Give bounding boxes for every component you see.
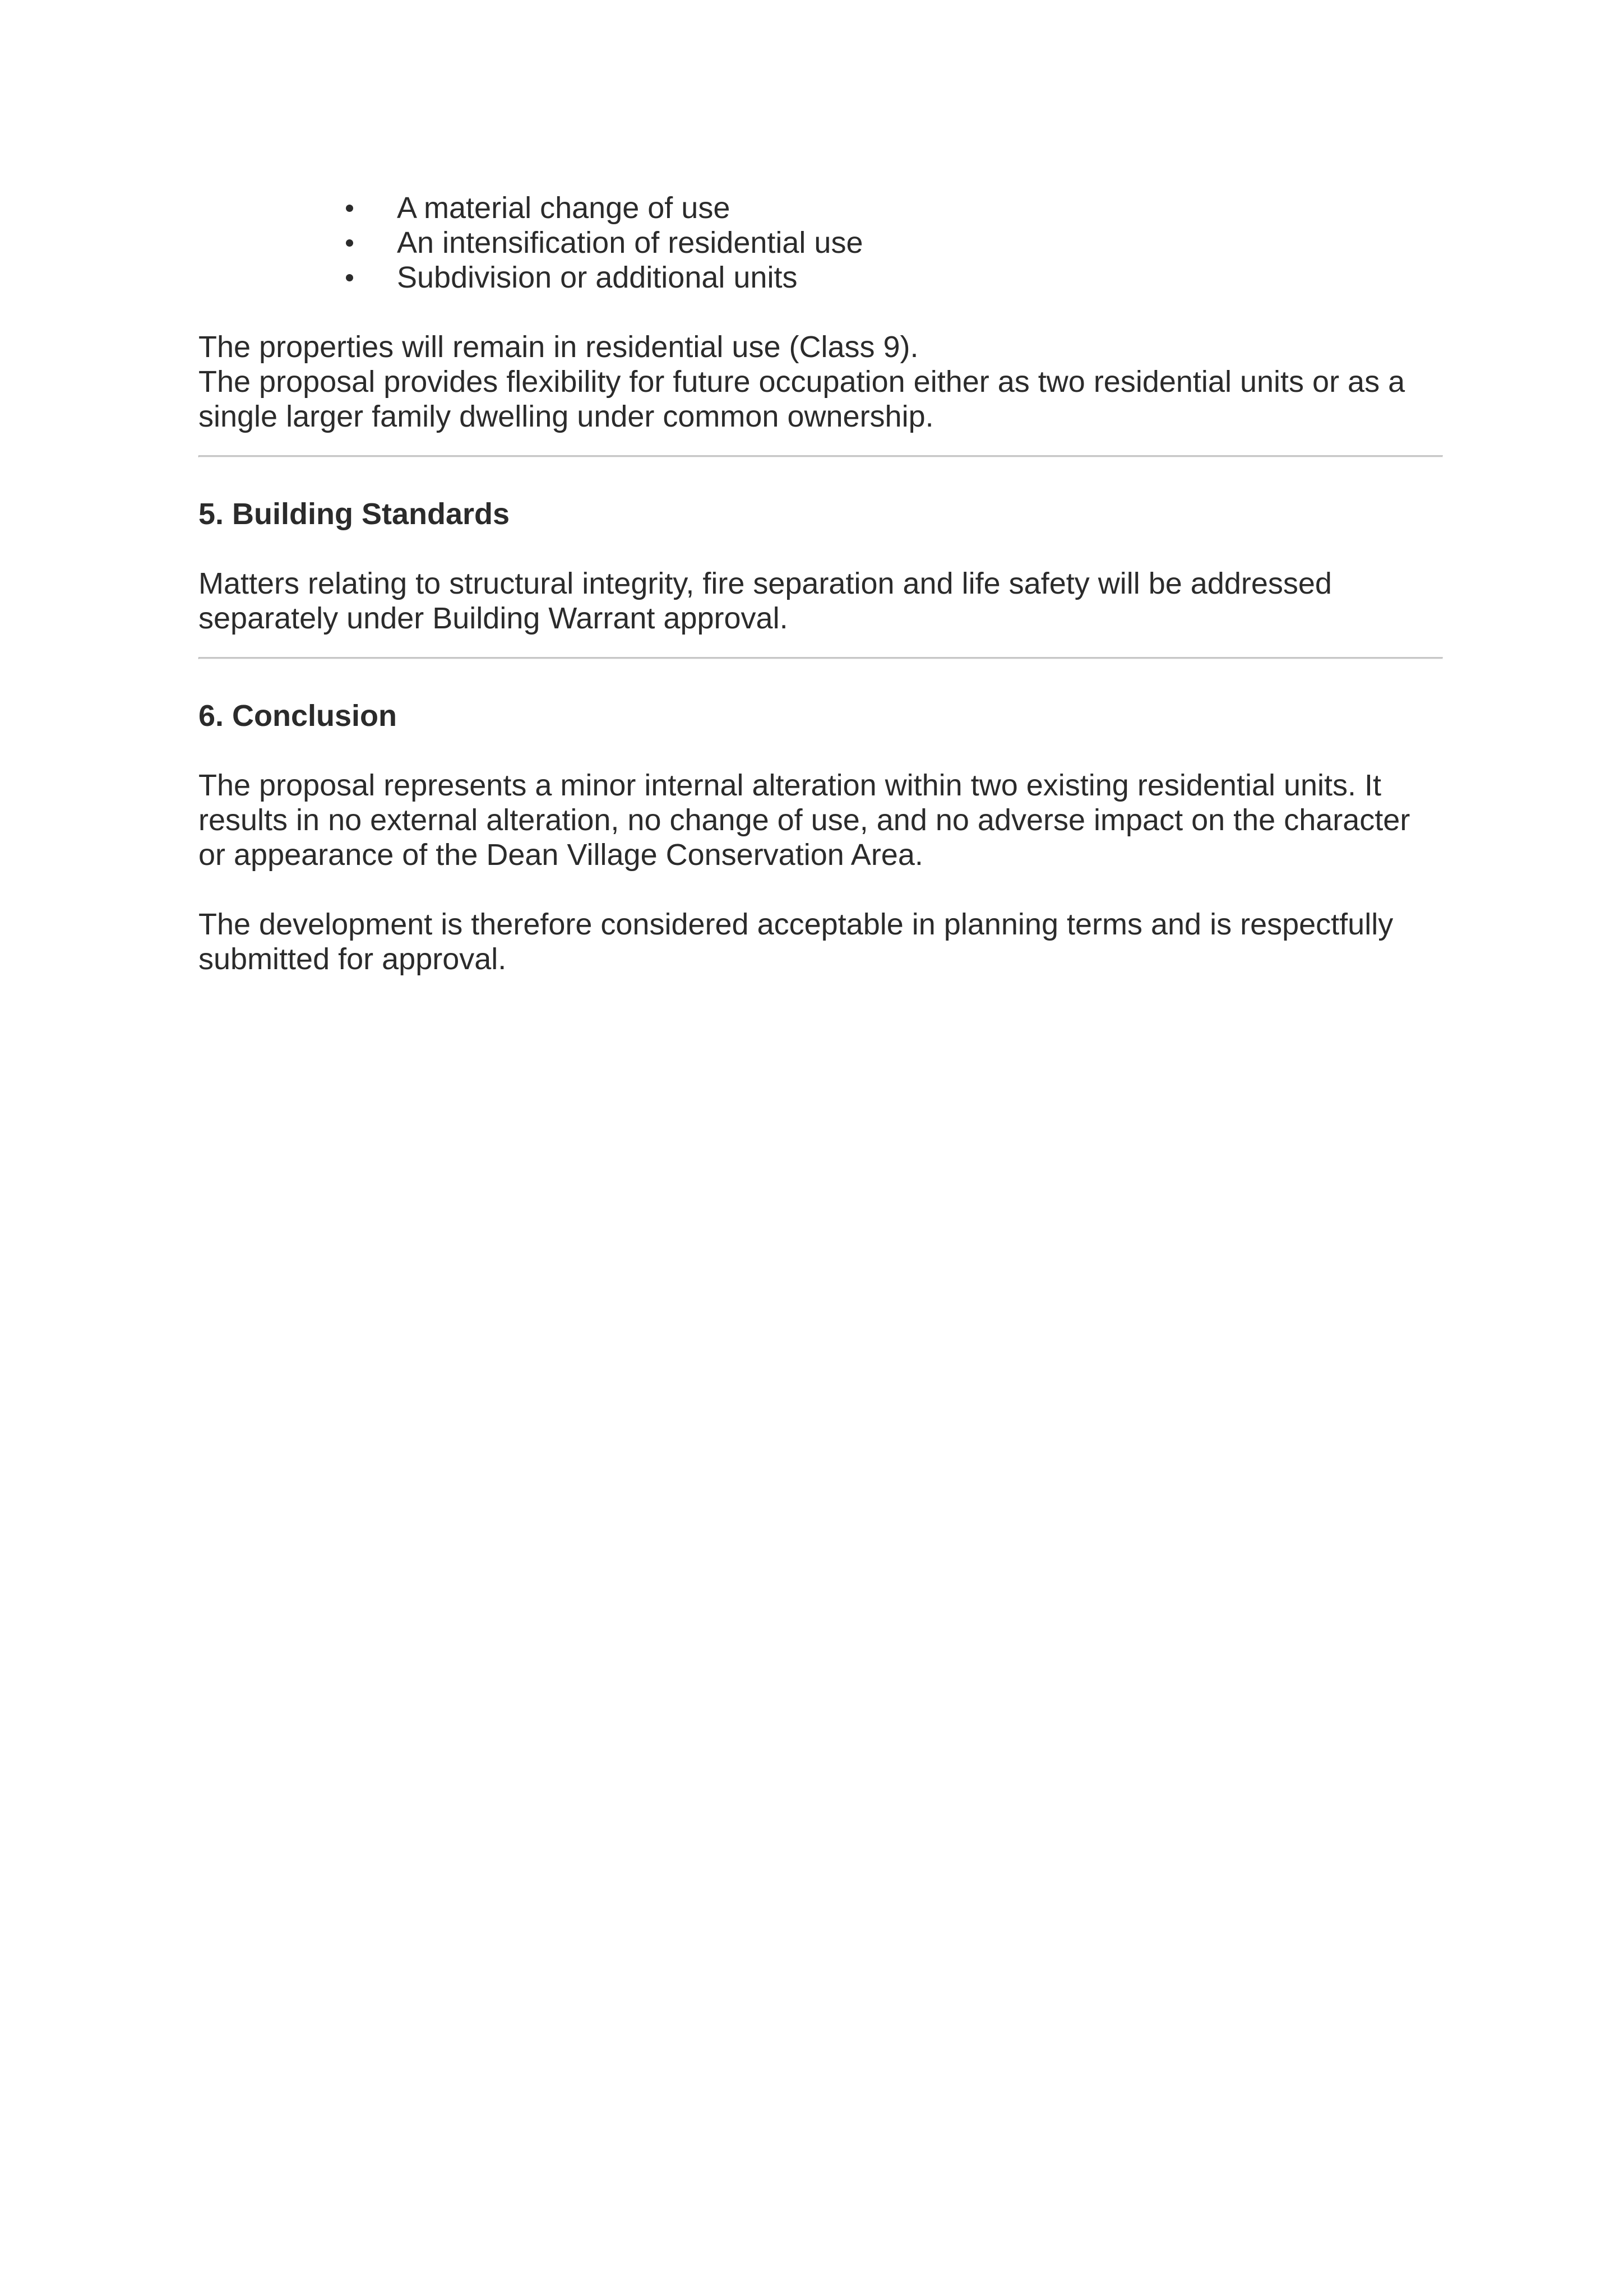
section-heading-building-standards: 5. Building Standards — [198, 497, 510, 531]
spacer — [198, 872, 1443, 907]
spacer — [198, 636, 1443, 657]
bullet-dot-icon — [346, 274, 353, 281]
spacer — [198, 659, 1443, 698]
spacer — [198, 295, 1443, 330]
bullet-text: Subdivision or additional units — [397, 261, 798, 294]
bullet-text: An intensification of residential use — [397, 226, 863, 260]
bullet-dot-icon — [346, 239, 353, 247]
flexibility-paragraph: The proposal provides flexibility for future occupation either as two residential units or as a single larger family dwelling under common ownership. — [198, 365, 1405, 433]
section-heading-conclusion: 6. Conclusion — [198, 699, 397, 733]
bullet-text: A material change of use — [397, 191, 730, 225]
bullet-item — [198, 191, 1443, 225]
approval-paragraph: The development is therefore considered acceptable in planning terms and is respectfully submitted for approval. — [198, 908, 1394, 976]
spacer — [198, 531, 1443, 566]
spacer — [198, 733, 1443, 768]
bullet-item — [198, 260, 1443, 295]
building-standards-paragraph: Matters relating to structural integrity, fire separation and life safety will be addressed separately under Building Warrant approval. — [198, 567, 1332, 635]
page-content — [198, 191, 1443, 976]
spacer — [198, 457, 1443, 497]
bullet-dot-icon — [346, 205, 353, 212]
use-bullet-list — [198, 191, 1443, 295]
spacer — [198, 434, 1443, 455]
bullet-item — [198, 225, 1443, 260]
conclusion-paragraph: The proposal represents a minor internal alteration within two existing residential units. It results in no external alteration, no change of use, and no adverse impact on the character or appearance of the Dean Village Conservation Area. — [198, 769, 1410, 872]
residential-use-paragraph: The properties will remain in residential use (Class 9). — [198, 330, 919, 364]
